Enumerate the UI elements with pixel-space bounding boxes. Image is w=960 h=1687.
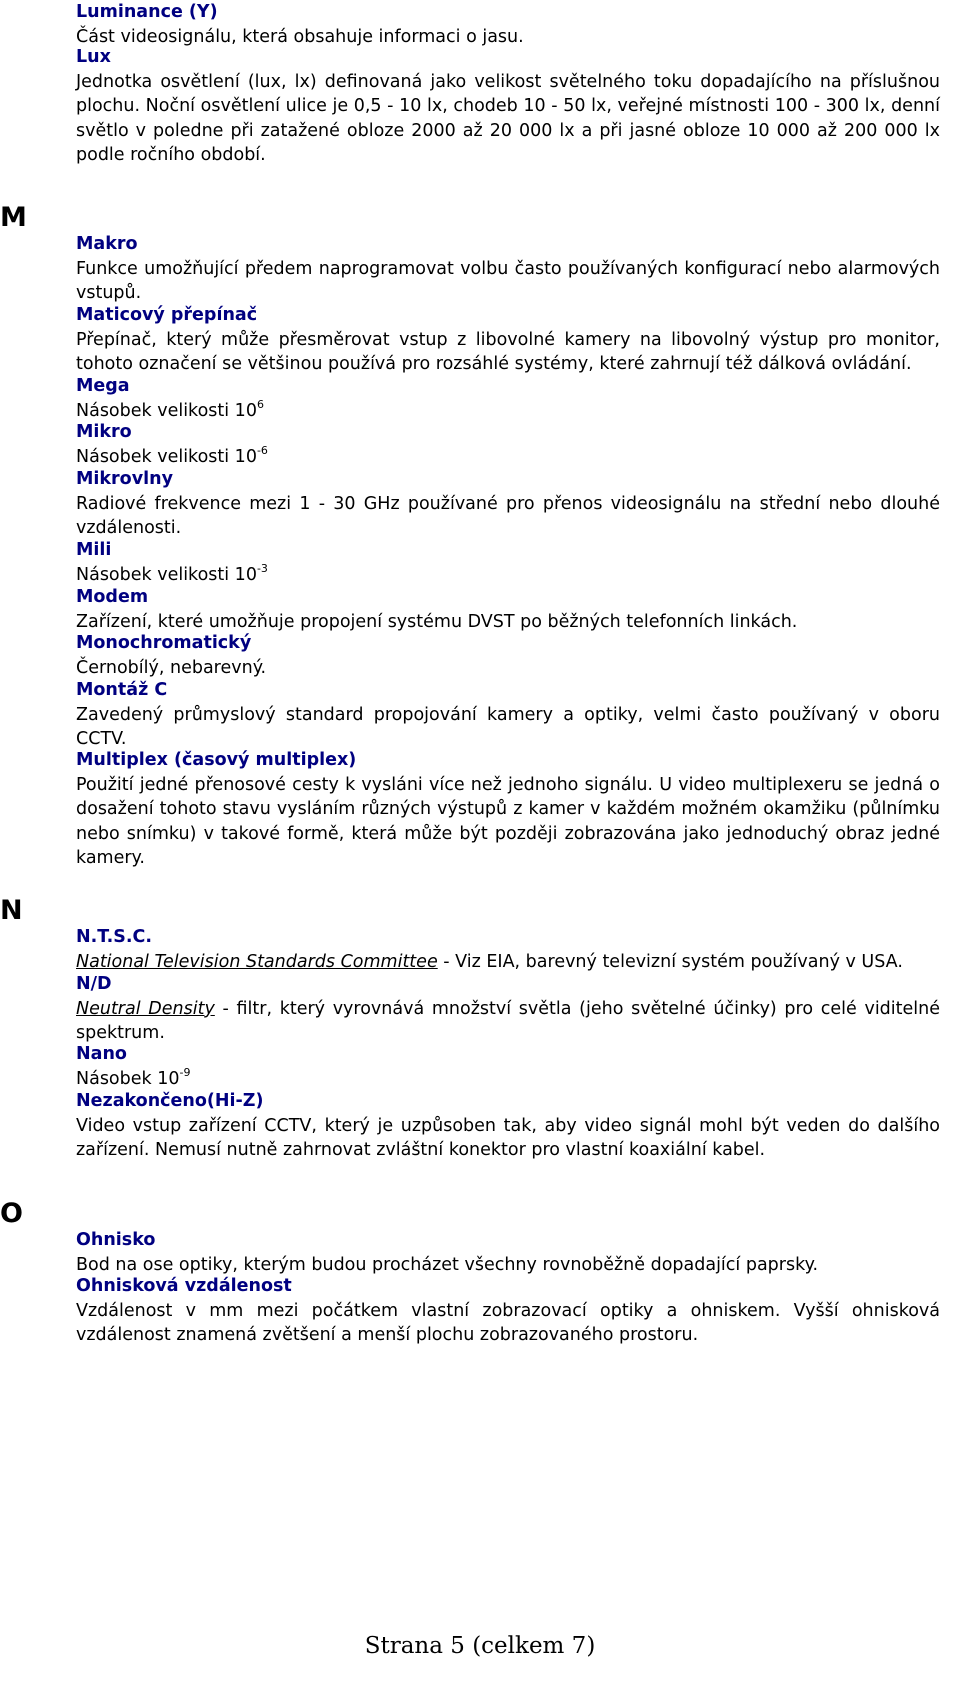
definition-text: Násobek velikosti 10 <box>76 446 257 467</box>
definition <box>76 563 940 588</box>
term: N.T.S.C. <box>76 927 152 947</box>
entry-ohniskova-vzdalenost <box>76 1274 940 1348</box>
term: Mikrovlny <box>76 469 173 489</box>
entry-mikro <box>76 420 940 469</box>
definition: Vzdálenost v mm mezi počátkem vlastní zobrazovací optiky a ohniskem. Vyšší ohnisková vzdálenost znamená zvětšení a menší plochu zobrazovaného prostoru. <box>76 1300 940 1346</box>
definition: Použití jedné přenosové cesty k vysláni více než jednoho signálu. U video multiplexeru se jedná o dosažení tohoto stavu vysláním různých výstupů z kamer v každém možném okamžiku (půlnímku nebo snímku) v takové formě, která může být později zobrazována jako jednoduchý obraz jedné kamery. <box>76 774 940 869</box>
definition: Přepínač, který může přesměrovat vstup z libovolné kamery na libovolný výstup pro monitor, tohoto označení se většinou používá pro rozsáhlé systémy, které zahrnují též dálková ovládání. <box>76 329 940 375</box>
definition <box>76 445 940 470</box>
definition: Radiové frekvence mezi 1 - 30 GHz používané pro přenos videosignálu na střední nebo dlouhé vzdálenosti. <box>76 493 940 539</box>
term: Multiplex (časový multiplex) <box>76 750 357 770</box>
term: Makro <box>76 234 138 254</box>
term: Mili <box>76 540 112 560</box>
section-letter-n: N <box>0 895 23 926</box>
definition-text: Násobek velikosti 10 <box>76 400 257 421</box>
term: Luminance (Y) <box>76 2 218 22</box>
definition: Jednotka osvětlení (lux, lx) definovaná jako velikost světelného toku dopadajícího na příslušnou plochu. Noční osvětlení ulice je 0,5 - 10 lx, chodeb 10 - 50 lx, veřejné místnosti 100 - 300 lx, denní světlo v poledne při zatažené obloze 2000 až 20 000 lx a při jasné obloze 10 000 až 200 000 lx podle ročního období. <box>76 71 940 166</box>
term: Mikro <box>76 422 132 442</box>
entry-mega <box>76 374 940 423</box>
entry-modem <box>76 585 940 634</box>
exponent: -3 <box>256 561 268 575</box>
definition-text: - Viz EIA, barevný televizní systém používaný v USA. <box>437 951 903 972</box>
exponent: 6 <box>256 397 264 411</box>
exponent: -9 <box>179 1065 191 1079</box>
section-letter-m: M <box>0 202 27 233</box>
term: Nano <box>76 1044 127 1064</box>
definition-text: Násobek 10 <box>76 1068 180 1089</box>
entry-luminance <box>76 0 940 49</box>
entry-nano <box>76 1042 940 1091</box>
definition: Funkce umožňující předem naprogramovat volbu často používaných konfigurací nebo alarmových vstupů. <box>76 258 940 304</box>
definition <box>76 950 940 975</box>
definition <box>76 1067 940 1092</box>
definition: Černobílý, nebarevný. <box>76 657 267 678</box>
entry-makro <box>76 232 940 306</box>
term: Mega <box>76 376 130 396</box>
entry-mili <box>76 538 940 587</box>
entry-ohnisko <box>76 1228 940 1277</box>
entry-montaz-c <box>76 678 940 752</box>
entry-mikrovlny <box>76 467 940 541</box>
term: Modem <box>76 587 149 607</box>
entry-ntsc <box>76 925 940 974</box>
definition <box>76 997 940 1046</box>
term: Ohnisková vzdálenost <box>76 1276 292 1296</box>
entry-lux <box>76 45 940 168</box>
term: Montáž C <box>76 680 168 700</box>
entry-multiplex <box>76 748 940 871</box>
exponent: -6 <box>256 443 268 457</box>
entry-maticovy-prepinac <box>76 303 940 377</box>
term: Monochromatický <box>76 633 252 653</box>
definition-italic: Neutral Density <box>76 998 215 1019</box>
term: Ohnisko <box>76 1230 156 1250</box>
entry-nezakonceno <box>76 1089 940 1163</box>
entry-monochromaticky <box>76 631 940 680</box>
definition: Video vstup zařízení CCTV, který je uzpůsoben tak, aby video signál mohl být veden do dalšího zařízení. Nemusí nutně zahrnovat zvláštní konektor pro vlastní koaxiální kabel. <box>76 1115 940 1161</box>
definition-text: Násobek velikosti 10 <box>76 564 257 585</box>
definition: Část videosignálu, která obsahuje informaci o jasu. <box>76 26 524 47</box>
definition-text: - filtr, který vyrovnává množství světla (jeho světelné účinky) pro celé viditelné spektrum. <box>76 998 940 1044</box>
page-footer: Strana 5 (celkem 7) <box>364 1633 596 1659</box>
section-letter-o: O <box>0 1198 23 1229</box>
term: Maticový přepínač <box>76 305 258 325</box>
entry-nd <box>76 972 940 1046</box>
term: Lux <box>76 47 111 67</box>
definition: Bod na ose optiky, kterým budou procházet všechny rovnoběžně dopadající paprsky. <box>76 1254 819 1275</box>
definition-italic: National Television Standards Committee <box>76 951 438 972</box>
definition: Zavedený průmyslový standard propojování kamery a optiky, velmi často používaný v oboru CCTV. <box>76 704 940 750</box>
term: N/D <box>76 974 112 994</box>
term: Nezakončeno(Hi-Z) <box>76 1091 264 1111</box>
definition: Zařízení, které umožňuje propojení systému DVST po běžných telefonních linkách. <box>76 611 798 632</box>
